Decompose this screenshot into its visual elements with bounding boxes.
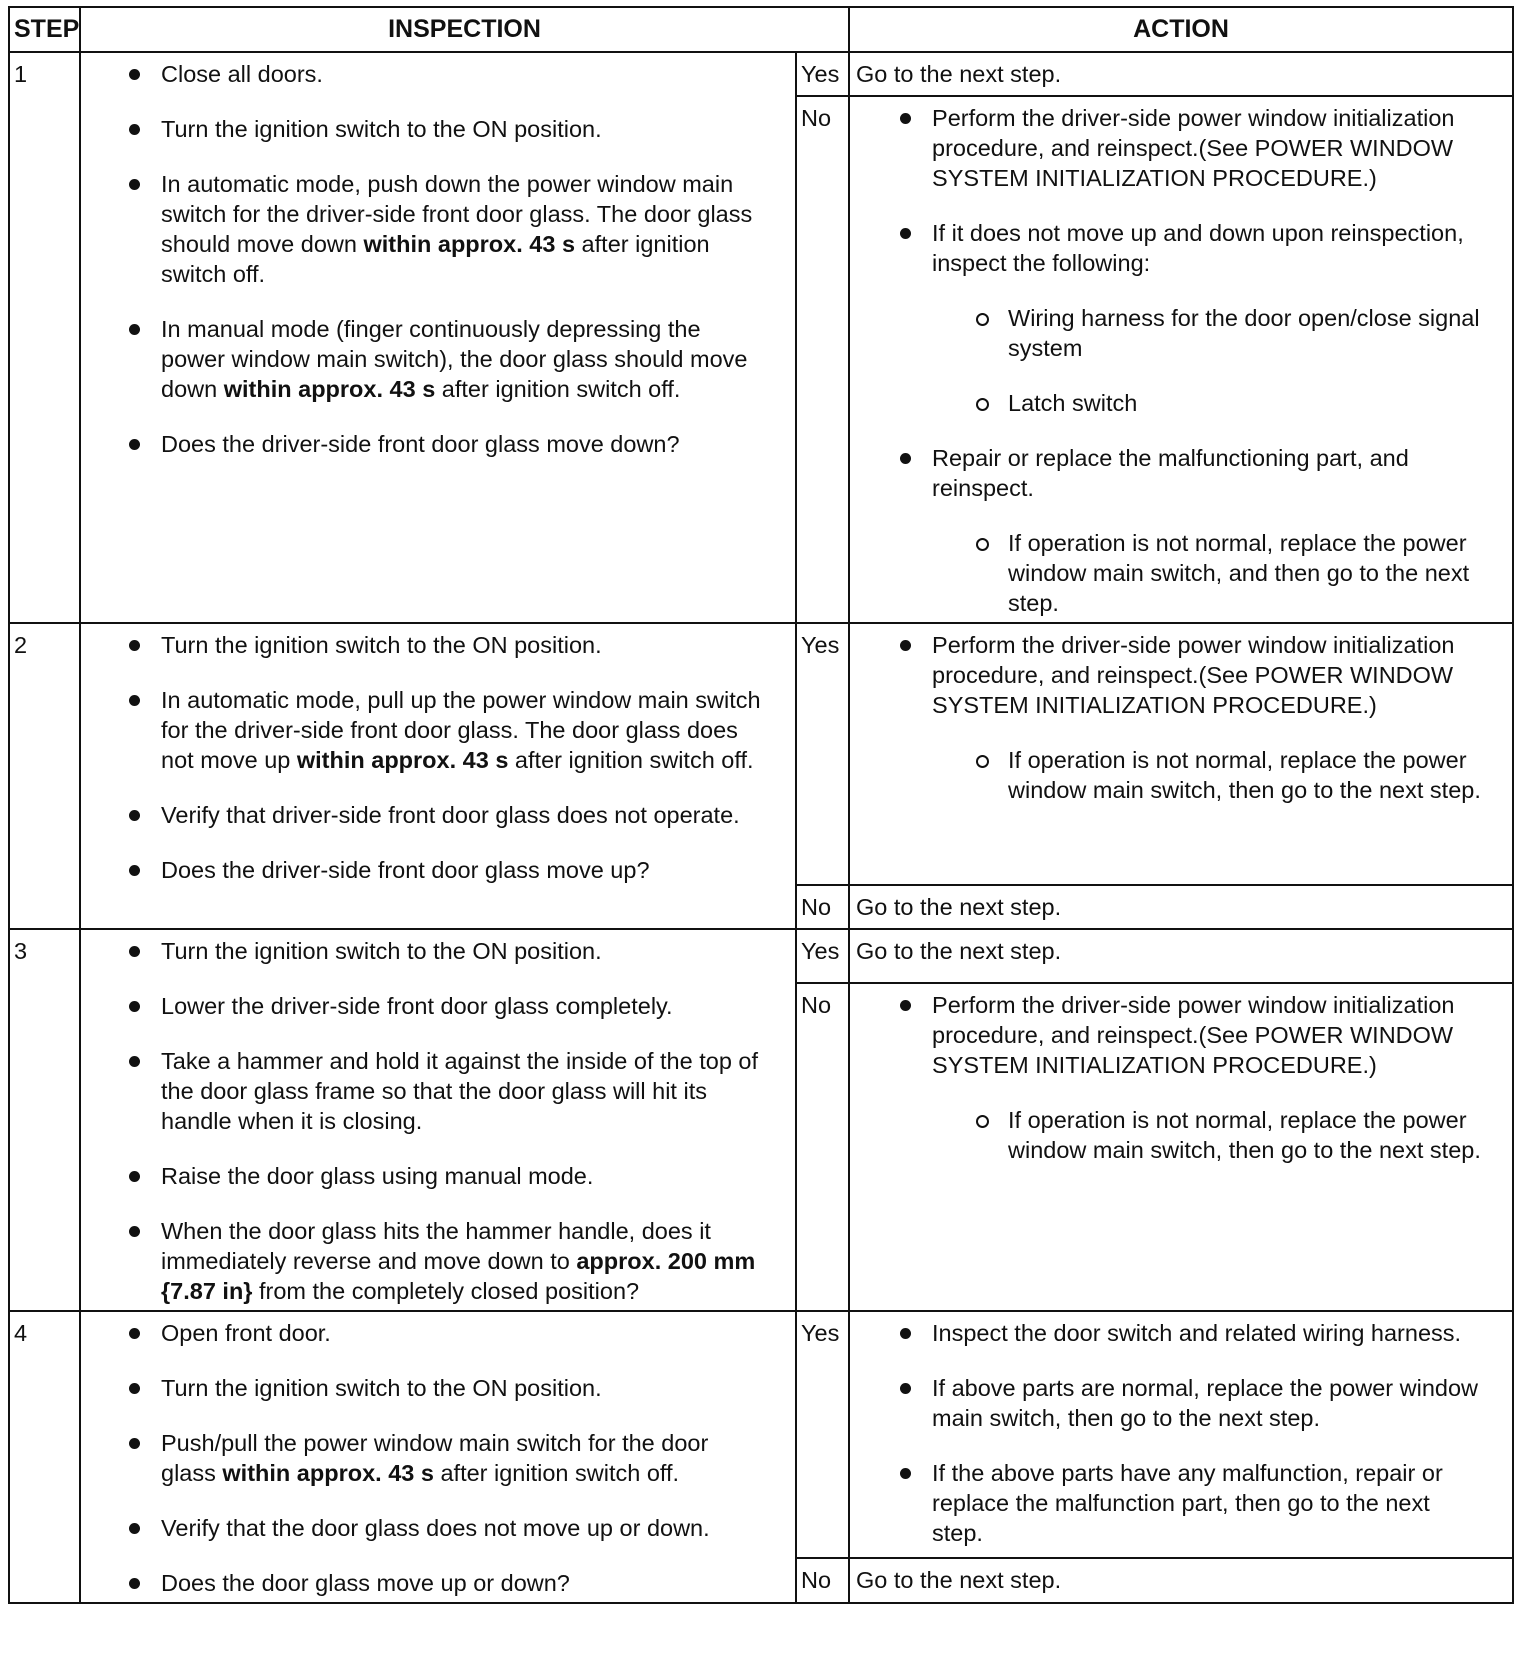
inspection-item: Lower the driver-side front door glass completely. (161, 991, 765, 1021)
inspection-item: Verify that driver-side front door glass does not operate. (161, 800, 765, 830)
inspection-item: Turn the ignition switch to the ON position. (161, 630, 765, 660)
header-action: ACTION (849, 7, 1513, 52)
inspection-item: When the door glass hits the hammer handle, does it immediately reverse and move down to approx. 200 mm {7.87 in} from the completely closed position? (161, 1216, 765, 1306)
inspection-item: Does the door glass move up or down? (161, 1568, 765, 1598)
header-inspection: INSPECTION (80, 7, 849, 52)
action-next-step: Go to the next step. (849, 52, 1513, 96)
diagnostic-table (8, 6, 1514, 1604)
header-row (9, 7, 1513, 52)
action-subitem: Latch switch (1008, 388, 1482, 418)
inspection-cell (80, 623, 796, 929)
inspection-item: Turn the ignition switch to the ON position. (161, 1373, 765, 1403)
action-next-step: Go to the next step. (849, 885, 1513, 929)
inspection-item: Take a hammer and hold it against the inside of the top of the door glass frame so that the door glass will hit its handle when it is closing. (161, 1046, 765, 1136)
action-subitem: If operation is not normal, replace the power window main switch, then go to the next step. (1008, 1107, 1481, 1163)
inspection-cell (80, 929, 796, 1311)
no-label: No (796, 885, 849, 929)
action-cell (849, 96, 1513, 623)
yes-label: Yes (796, 1311, 849, 1558)
step-3-row-yes (9, 929, 1513, 983)
action-next-step: Go to the next step. (849, 1558, 1513, 1603)
action-subitem: If operation is not normal, replace the power window main switch, then go to the next step. (1008, 747, 1481, 803)
action-subitem: Wiring harness for the door open/close signal system (1008, 303, 1482, 363)
no-label: No (796, 96, 849, 623)
inspection-item: Raise the door glass using manual mode. (161, 1161, 765, 1191)
inspection-item: In manual mode (finger continuously depressing the power window main switch), the door glass should move down within approx. 43 s after ignition switch off. (161, 314, 765, 404)
step-4-row-yes (9, 1311, 1513, 1558)
action-next-step: Go to the next step. (849, 929, 1513, 983)
yes-label: Yes (796, 52, 849, 96)
action-item: Perform the driver-side power window initialization procedure, and reinspect.(See POWER WINDOW SYSTEM INITIALIZATION PROCEDURE.) If operation is not normal, replace the power window main switch, then go to the next step. (932, 632, 1481, 803)
step-number: 4 (9, 1311, 80, 1603)
step-1-row-yes (9, 52, 1513, 96)
inspection-cell (80, 1311, 796, 1603)
action-item: If above parts are normal, replace the power window main switch, then go to the next step. (932, 1373, 1482, 1433)
yes-label: Yes (796, 929, 849, 983)
action-item: Perform the driver-side power window initialization procedure, and reinspect.(See POWER WINDOW SYSTEM INITIALIZATION PROCEDURE.) If operation is not normal, replace the power window main switch, then go to the next step. (932, 992, 1481, 1163)
action-subitem: If operation is not normal, replace the power window main switch, and then go to the next step. (1008, 528, 1482, 618)
action-cell (849, 983, 1513, 1311)
inspection-item: Open front door. (161, 1318, 765, 1348)
step-2-row-yes (9, 623, 1513, 885)
inspection-item: Turn the ignition switch to the ON position. (161, 114, 765, 144)
action-item: Repair or replace the malfunctioning part, and reinspect. If operation is not normal, replace the power window main switch, and then go to the next step. (932, 443, 1482, 618)
inspection-cell (80, 52, 796, 623)
inspection-item: Close all doors. (161, 59, 765, 89)
inspection-item: Verify that the door glass does not move up or down. (161, 1513, 765, 1543)
inspection-item: In automatic mode, pull up the power window main switch for the driver-side front door glass. The door glass does not move up within approx. 43 s after ignition switch off. (161, 685, 765, 775)
header-step: STEP (9, 7, 80, 52)
inspection-item: In automatic mode, push down the power window main switch for the driver-side front door glass. The door glass should move down within approx. 43 s after ignition switch off. (161, 169, 765, 289)
action-cell (849, 623, 1513, 885)
step-number: 3 (9, 929, 80, 1311)
step-number: 2 (9, 623, 80, 929)
inspection-item: Turn the ignition switch to the ON position. (161, 936, 765, 966)
action-item: Perform the driver-side power window initialization procedure, and reinspect.(See POWER WINDOW SYSTEM INITIALIZATION PROCEDURE.) (932, 103, 1482, 193)
inspection-item: Does the driver-side front door glass move down? (161, 429, 765, 459)
action-item: If it does not move up and down upon reinspection, inspect the following: Wiring harness for the door open/close signal system Latch switch (932, 218, 1482, 418)
no-label: No (796, 1558, 849, 1603)
action-item: If the above parts have any malfunction, repair or replace the malfunction part, then go to the next step. (932, 1458, 1482, 1548)
yes-label: Yes (796, 623, 849, 885)
inspection-item: Does the driver-side front door glass move up? (161, 855, 765, 885)
inspection-item: Push/pull the power window main switch for the door glass within approx. 43 s after ignition switch off. (161, 1428, 765, 1488)
no-label: No (796, 983, 849, 1311)
step-number: 1 (9, 52, 80, 623)
action-cell (849, 1311, 1513, 1558)
action-item: Inspect the door switch and related wiring harness. (932, 1318, 1482, 1348)
